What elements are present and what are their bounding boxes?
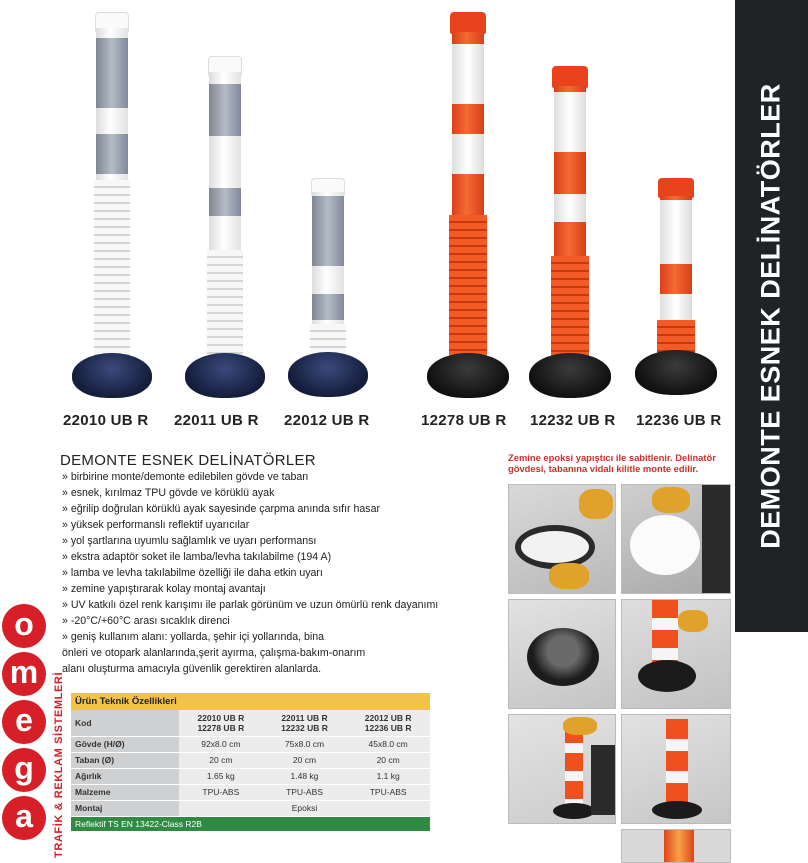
feature-item: » lamba ve levha takılabilme özelliği ile daha etkin uyarı	[62, 567, 323, 579]
delineator-12232	[528, 60, 612, 400]
feature-item: » birbirine monte/demonte edilebilen gövde ve taban	[62, 471, 309, 483]
reflective-band	[312, 196, 344, 266]
reflective-band	[452, 44, 484, 104]
description-title: DEMONTE ESNEK DELİNATÖRLER	[60, 452, 316, 469]
reflective-band	[554, 92, 586, 152]
cell-value: 1.65 kg	[179, 768, 263, 784]
cell-value: 75x8.0 cm	[263, 736, 347, 752]
post-body	[565, 725, 583, 807]
bellows-foot	[94, 180, 130, 360]
post-body	[660, 196, 692, 326]
post-body	[554, 86, 586, 276]
install-photo-lamp	[621, 829, 731, 863]
install-photo-finished	[621, 714, 731, 824]
reflective-band	[554, 194, 586, 222]
delineator-12278	[426, 10, 510, 400]
bellows-foot	[449, 215, 487, 365]
logo-letter: o	[2, 604, 46, 648]
install-photo-base	[508, 599, 616, 709]
product-code: 22010 UB R	[63, 412, 149, 429]
cell-value: 45x8.0 cm	[346, 736, 430, 752]
install-photo-epoxy	[621, 484, 731, 594]
delineator-22012	[286, 174, 370, 400]
black-base	[527, 628, 599, 686]
black-base	[638, 660, 696, 692]
reflective-band	[312, 294, 344, 320]
table-row	[71, 784, 430, 800]
reflective-standard: Reflektif TS EN 13422-Class R2B	[71, 816, 430, 831]
bellows-foot	[551, 256, 589, 364]
bellows-foot	[207, 250, 243, 360]
reflective-band	[96, 134, 128, 174]
feature-item: » yol şartlarına uyumlu sağlamlık ve uyarı performansı	[62, 535, 317, 547]
cell-value: 20 cm	[263, 752, 347, 768]
worker-leg	[702, 485, 731, 594]
cell-value: 22010 UB R 12278 UB R	[179, 710, 263, 736]
post-cap	[450, 12, 486, 34]
cell-value: 20 cm	[179, 752, 263, 768]
install-photo-installing	[508, 714, 616, 824]
reflective-band	[452, 134, 484, 174]
product-code: 12232 UB R	[530, 412, 616, 429]
post-body	[652, 600, 678, 666]
feature-item: » geniş kullanım alanı: yollarda, şehir içi yollarında, bina	[62, 631, 325, 643]
logo-letter: g	[2, 748, 46, 792]
post-cap	[552, 66, 588, 88]
feature-item: » UV katkılı özel renk karışımı ile parlak görünüm ve uzun ömürlü renk dayanımı	[62, 599, 439, 611]
delineator-12236	[634, 172, 718, 400]
row-label: Gövde (H/Ø)	[71, 736, 179, 752]
logo-letter: e	[2, 700, 46, 744]
gloved-hand	[579, 489, 613, 519]
reflective-band	[96, 38, 128, 108]
row-label: Taban (Ø)	[71, 752, 179, 768]
cell-value: 1.48 kg	[263, 768, 347, 784]
post-body	[312, 192, 344, 342]
cell-value: TPU-ABS	[346, 784, 430, 800]
post-body	[666, 719, 688, 807]
cell-value: 20 cm	[346, 752, 430, 768]
install-photo-base-screw	[508, 484, 616, 594]
post-cap	[658, 178, 694, 198]
feature-item: alanı oluşturma amacıyla güvenlik gerektiren alanlarda.	[62, 663, 322, 675]
worker-leg	[591, 745, 616, 815]
delineator-22011	[183, 50, 267, 400]
install-photo-assembled	[621, 599, 731, 709]
feature-item: » esnek, kırılmaz TPU gövde ve körüklü ayak	[62, 487, 275, 499]
gloved-hand	[549, 563, 589, 589]
table-row	[71, 800, 430, 816]
reflective-band	[660, 294, 692, 320]
cell-value: 1.1 kg	[346, 768, 430, 784]
feature-item: önleri ve otopark alanlarında,şerit ayırma, çalışma-bakım-onarım	[62, 647, 366, 659]
table-row	[71, 710, 430, 736]
spec-table	[71, 693, 430, 831]
cell-value: TPU-ABS	[179, 784, 263, 800]
installation-note: Zemine epoksi yapıştıcı ile sabitlenir. Delinatör gövdesi, tabanına vidalı kilitle monte edilir.	[508, 452, 716, 474]
product-code: 12236 UB R	[636, 412, 722, 429]
table-row	[71, 736, 430, 752]
table-row	[71, 768, 430, 784]
reflective-band	[660, 200, 692, 264]
row-label: Ağırlık	[71, 768, 179, 784]
row-label: Montaj	[71, 800, 179, 816]
black-base	[529, 353, 611, 398]
cell-value: 22012 UB R 12236 UB R	[346, 710, 430, 736]
gloved-hand	[678, 610, 708, 632]
spec-table-header	[71, 693, 430, 710]
black-base	[652, 801, 702, 819]
gloved-hand	[563, 717, 597, 735]
gloved-hand	[652, 487, 690, 513]
feature-item: » zemine yapıştırarak kolay montaj avantajı	[62, 583, 266, 595]
reflective-row	[71, 816, 430, 831]
cell-value: 22011 UB R 12232 UB R	[263, 710, 347, 736]
post-body	[664, 830, 694, 863]
spec-table-title: Ürün Teknik Özellikleri	[71, 693, 430, 710]
logo-letter: m	[2, 652, 46, 696]
side-title: DEMONTE ESNEK DELİNATÖRLER	[755, 83, 786, 549]
epoxy-circle	[630, 515, 700, 575]
product-code: 22012 UB R	[284, 412, 370, 429]
row-label: Kod	[71, 710, 179, 736]
feature-item: » -20°C/+60°C arası sıcaklık direnci	[62, 615, 230, 627]
row-label: Malzeme	[71, 784, 179, 800]
product-code: 12278 UB R	[421, 412, 507, 429]
cell-value: Epoksi	[179, 800, 430, 816]
cell-value: TPU-ABS	[263, 784, 347, 800]
black-base	[427, 353, 509, 398]
base-ring	[515, 525, 595, 569]
navy-base	[185, 353, 265, 398]
delineator-22010	[70, 10, 154, 400]
reflective-band	[209, 188, 241, 216]
logo-subtitle: TRAFİK & REKLAM SİSTEMLERİ	[53, 671, 65, 858]
feature-item: » yüksek performanslı reflektif uyarıcılar	[62, 519, 250, 531]
black-base	[553, 803, 595, 819]
product-code: 22011 UB R	[174, 412, 259, 429]
feature-item: » eğrilip doğrulan körüklü ayak sayesinde çarpma anında sıfır hasar	[62, 503, 380, 515]
table-row	[71, 752, 430, 768]
black-base	[635, 350, 717, 395]
reflective-band	[209, 84, 241, 136]
cell-value: 92x8.0 cm	[179, 736, 263, 752]
feature-item: » ekstra adaptör soket ile lamba/levha takılabilme (194 A)	[62, 551, 332, 563]
navy-base	[288, 352, 368, 397]
navy-base	[72, 353, 152, 398]
logo-letter: a	[2, 796, 46, 840]
